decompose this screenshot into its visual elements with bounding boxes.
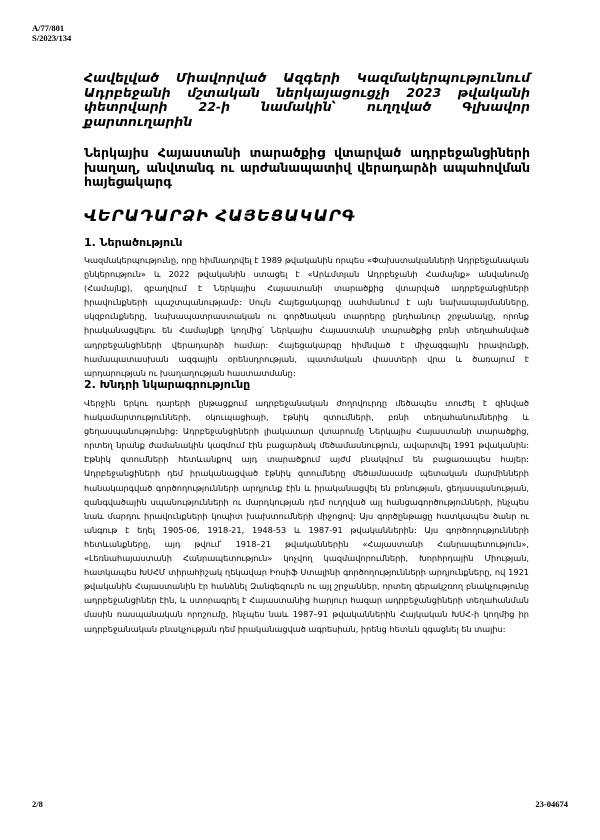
section-heading-introduction: 1. Ներածություն xyxy=(84,236,183,249)
document-symbol-assembly: A/77/801 xyxy=(32,23,65,33)
annex-title: Հավելված Միավորված Ազգերի Կազմակերպությունում Ադրբեջանի մշտական ներկայացուցչի 2023 թվականի փետրվարի 22-ի նամակին՝ ուղղված Գլխավոր քարտուղարին xyxy=(84,70,530,129)
section-heading-problem-description: 2. Խնդրի նկարագրությունը xyxy=(84,378,251,391)
page-number: 2/8 xyxy=(32,799,43,809)
section-paragraph-problem-description: Վերջին երկու դարերի ընթացքում ադրբեջանական ժողովուրդը մեծապես տուժել է զինված հակամարտությունների, օկուպացիայի, էթնիկ զտումների, բռնի տեղահանումներից և ցեղասպանությունից: Ադրբեջանցիների լիակատար վտարումը Ներկայիս Հայաստանի տարածքից, որտեղ նրանք ժամանակին կազմում էին բացարձակ մեծամասնություն, ավարտվել 1991 թվականին: Էթնիկ զտումների հետևանքով այդ տարածքում այժմ բնակվում են բացառապես հայեր: Ադրբեջանցիների դեմ իրականացված էթնիկ զտումները մեծամասամբ պետական մարմինների հանակարգված գործողությունների արդյունք էին և իրականացվել են բռնության, ցեղասպանության, զանգվածային սպանությունների ու մարդկության դեմ ուղղված այլ հանցագործությունների, ինչպես նաև մարդու իրավունքների կոպիտ խախտումների միջոցով: Այս գործընթացը հատկապես ծանր ու անգութ է եղել 1905-06, 1918-21, 1948-53 և 1987-91 թվականներին: Այս գործողությունների հետևանքները, այդ թվում՝ 1918–21 թվականներին «Հայաստանի Հանրապետություն», «Լեռնահայաստանի Հանրապետություն» կոչվող կազմավորումների, Խորհրդային Միության, հատկապես ԽՍՀՄ տիրահիշակ ղեկավար Իոսիֆ Ստալինի գործողությունների արդյունքները, ով 1921 թվականին Հայաստանին էր հանձնել Զանգեզուրն ու այլ շրջաններ, որտեղ գերակշռող բնակչությունը ադրբեջանցիներ էին, և ստորագրել է Հայաստանից հարյուր հազար ադրբեջանցիների տեղահանման մասին ռասպանական որոշումը, ինչպես նաև 1987–91 թվականներին Հայկական ԽՍՀ-ի կողմից իր ադրբեջանական բնակչության դեմ իրականացված ագրեսիան, իրենց հետևն զգացնել են տալիս: xyxy=(84,398,529,634)
document-symbol-council: S/2023/134 xyxy=(32,33,72,43)
concept-subtitle: Ներկայիս Հայաստանի տարածքից վտարված ադրբեջանցիների խաղաղ, անվտանգ ու արժանապատիվ վերադարձի ապահովման հայեցակարգ xyxy=(84,145,530,189)
document-code: 23-04674 xyxy=(535,799,568,809)
document-heading: ՎԵՐԱԴԱՐՁԻ ՀԱՅԵՑԱԿԱՐԳ xyxy=(84,206,356,225)
document-symbols xyxy=(32,23,71,43)
section-paragraph-introduction: Կազմակերպությունը, որը հիմնադրվել է 1989 թվականին որպես «Փախստականների Ադրբեջանական ընկերություն» և 2022 թվականին ստացել է «Արևմտյան Ադրբեջանի Համայնք» անվանումը (Համայնք), զբաղվում է Ներկայիս Հայաստանի տարածքից վտարված ադրբեջանցիների իրավունքների պաշտպանությամբ: Սույն Հայեցակարգը սահմանում է այն նախապայմանները, սկզբունքները, նախապատրաստական ու գործնական տարրերը ընդհանուր շրջանակը, որոնք իրականացվելու են Համայնքի կողմից՝ Ներկայիս Հայաստանի տարածքից բռնի տեղահանված ադրբեջանցիների վերադարձի համար: Հայեցակարգը հիմնված է միջազգային իրավունքի, համապատասխան ազգային օրենսդրության, պատմական փաստերի վրա և ծառայում է արդարության ու խաղաղության հաստատմանը: xyxy=(84,255,529,378)
